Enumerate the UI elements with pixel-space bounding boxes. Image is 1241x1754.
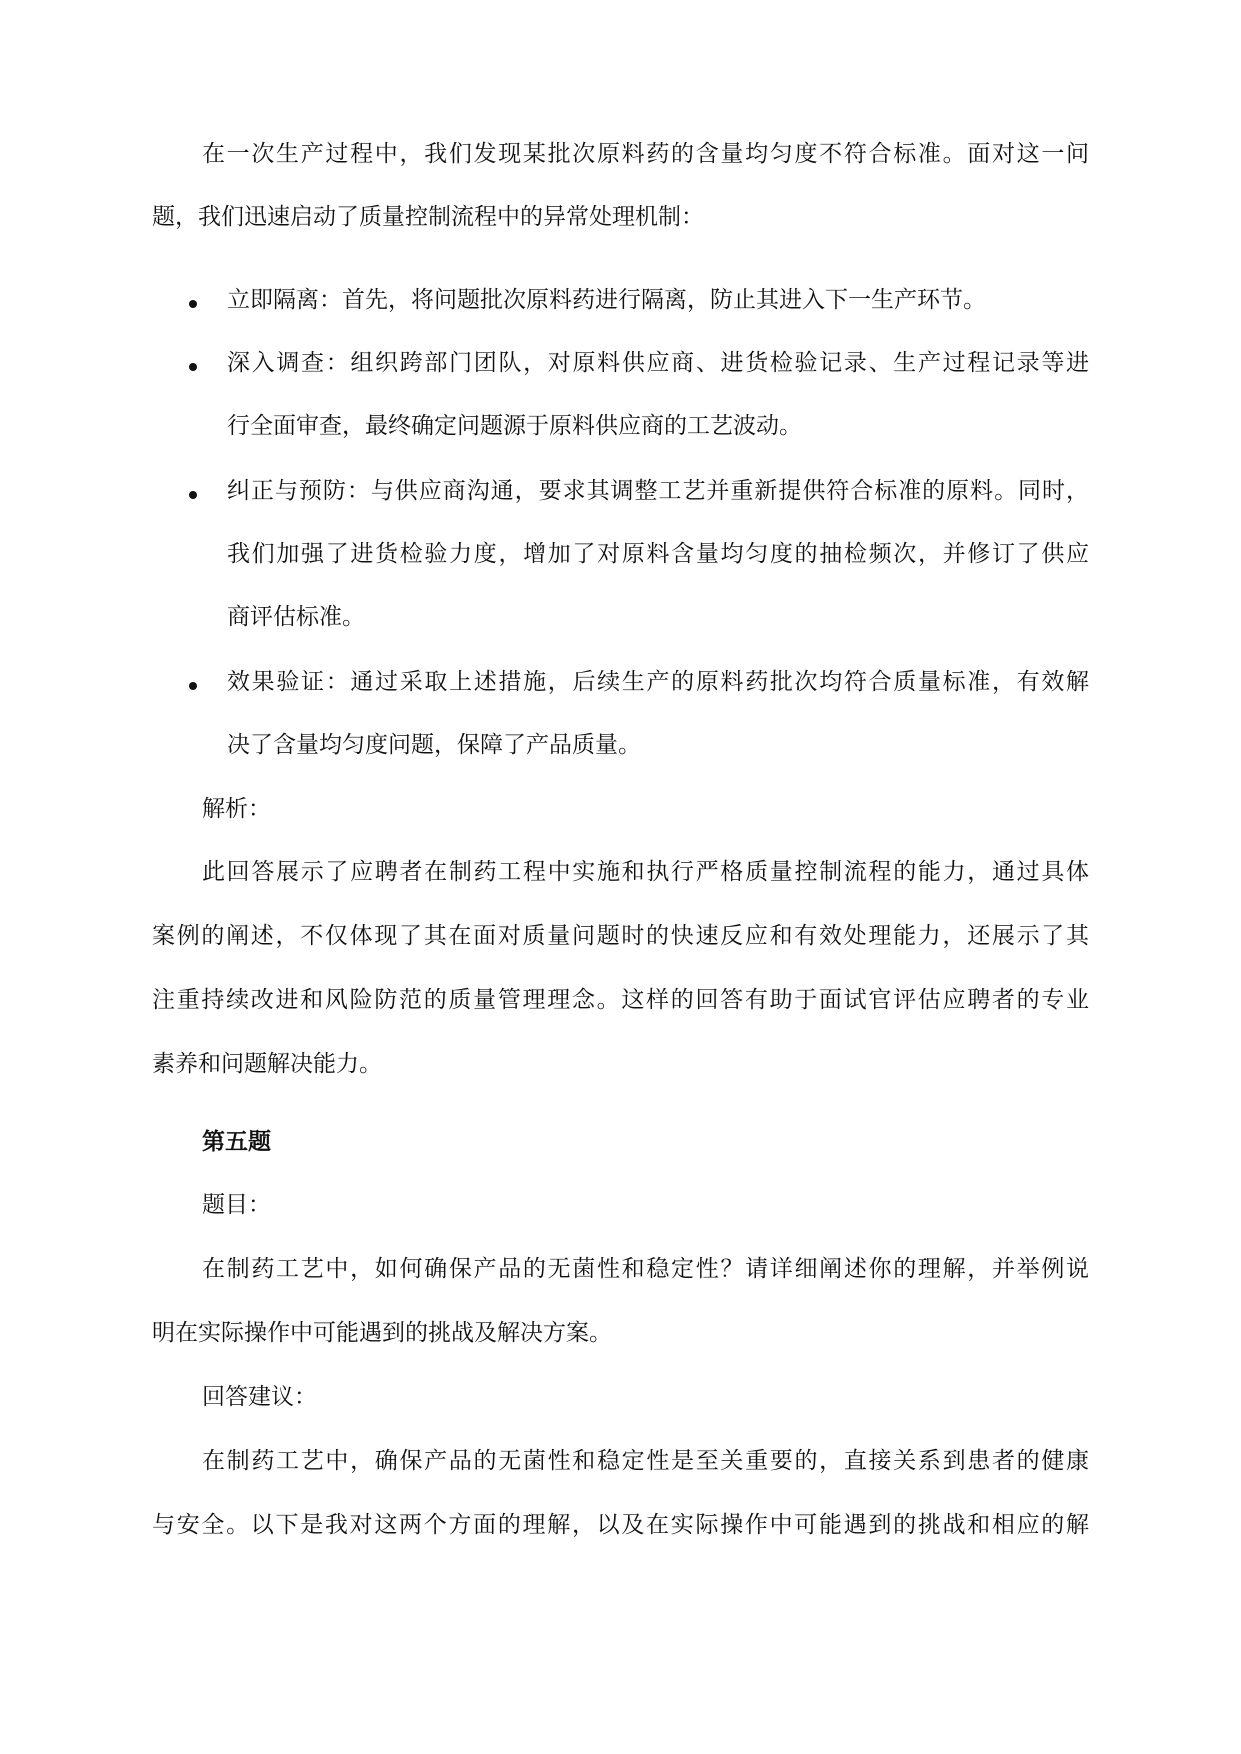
analysis-line-1: 此回答展示了应聘者在制药工程中实施和执行严格质量控制流程的能力，通过具体	[202, 859, 1089, 885]
bullet-dot-3	[189, 491, 197, 499]
bullet-2-line-1: 深入调查：组织跨部门团队，对原料供应商、进货检验记录、生产过程记录等进	[227, 350, 1089, 376]
bullet-3-line-2: 我们加强了进货检验力度，增加了对原料含量均匀度的抽检频次，并修订了供应	[227, 541, 1089, 567]
section-title: 第五题	[202, 1128, 271, 1155]
question-line-1: 在制药工艺中，如何确保产品的无菌性和稳定性？请详细阐述你的理解，并举例说	[202, 1256, 1089, 1282]
answer-line-2: 与安全。以下是我对这两个方面的理解，以及在实际操作中可能遇到的挑战和相应的解	[152, 1512, 1089, 1538]
question-label: 题目：	[202, 1192, 271, 1218]
bullet-3-line-3: 商评估标准。	[227, 604, 365, 630]
analysis-label: 解析：	[202, 796, 271, 822]
bullet-4-line-2: 决了含量均匀度问题，保障了产品质量。	[227, 732, 641, 758]
bullet-dot-4	[189, 682, 197, 690]
intro-line-2: 题，我们迅速启动了质量控制流程中的异常处理机制：	[152, 204, 704, 230]
bullet-dot-2	[189, 363, 197, 371]
analysis-line-4: 素养和问题解决能力。	[152, 1051, 382, 1077]
answer-line-1: 在制药工艺中，确保产品的无菌性和稳定性是至关重要的，直接关系到患者的健康	[202, 1448, 1089, 1474]
bullet-dot-1	[189, 300, 197, 308]
question-line-2: 明在实际操作中可能遇到的挑战及解决方案。	[152, 1320, 612, 1346]
bullet-2-line-2: 行全面审查，最终确定问题源于原料供应商的工艺波动。	[227, 413, 802, 439]
bullet-1-line-1: 立即隔离：首先，将问题批次原料药进行隔离，防止其进入下一生产环节。	[227, 287, 986, 313]
analysis-line-2: 案例的阐述，不仅体现了其在面对质量问题时的快速反应和有效处理能力，还展示了其	[152, 923, 1089, 949]
bullet-4-line-1: 效果验证：通过采取上述措施，后续生产的原料药批次均符合质量标准，有效解	[227, 669, 1089, 695]
intro-line-1: 在一次生产过程中，我们发现某批次原料药的含量均匀度不符合标准。面对这一问	[202, 141, 1089, 167]
analysis-line-3: 注重持续改进和风险防范的质量管理理念。这样的回答有助于面试官评估应聘者的专业	[152, 987, 1089, 1013]
answer-label: 回答建议：	[202, 1384, 317, 1410]
bullet-3-line-1: 纠正与预防：与供应商沟通，要求其调整工艺并重新提供符合标准的原料。同时，	[227, 478, 1089, 504]
